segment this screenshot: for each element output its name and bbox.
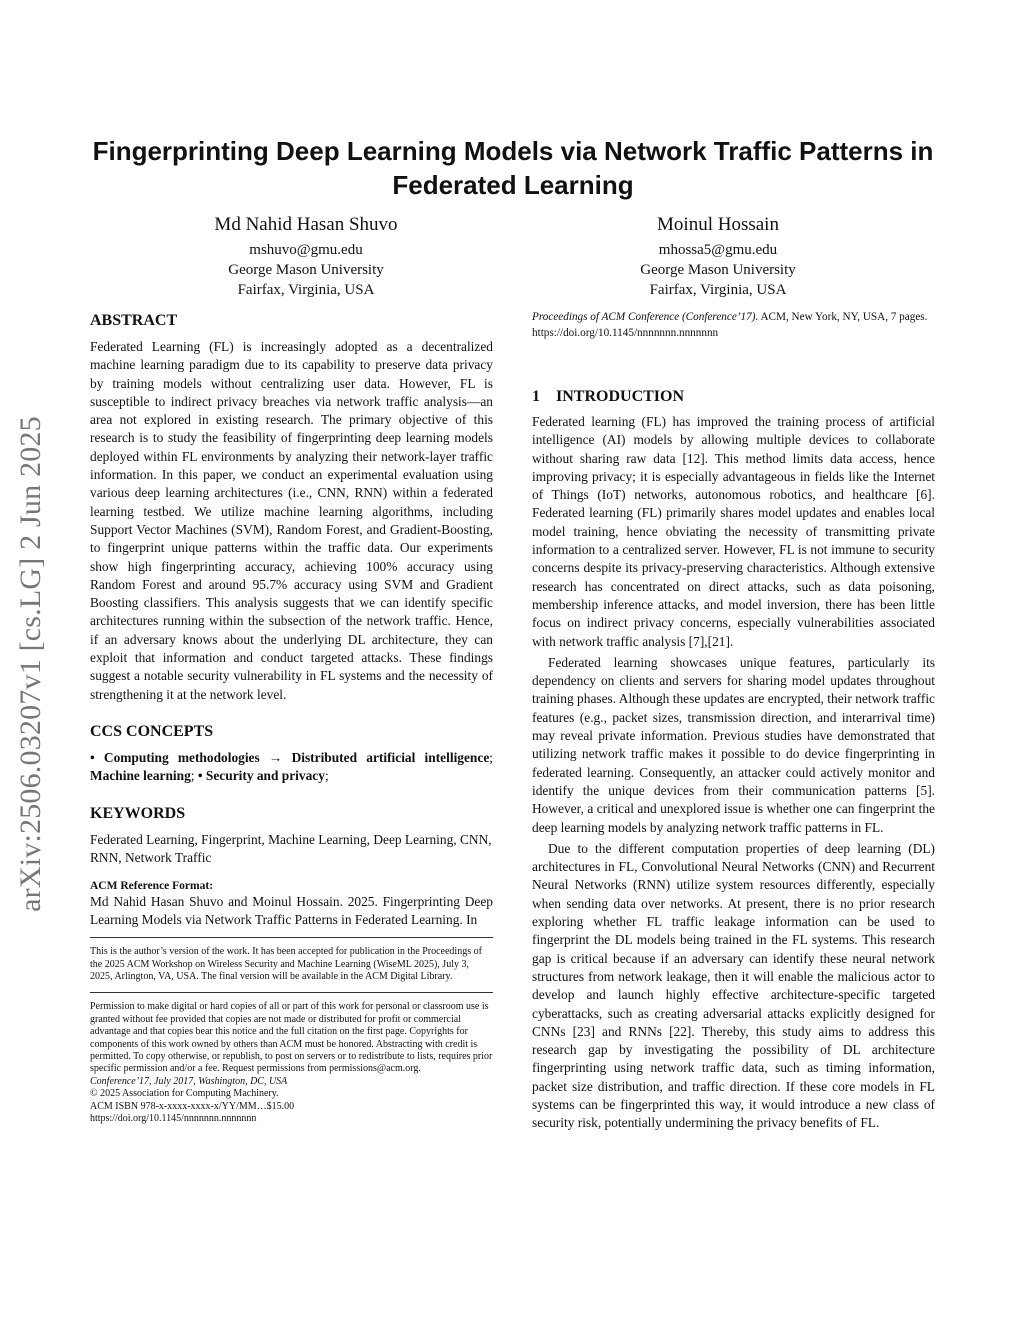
ccs-concepts: • Computing methodologies → Distributed artificial intelligence; Machine learning; • Security and privacy;: [90, 749, 493, 784]
author-email: mshuvo@gmu.edu: [249, 242, 363, 258]
keywords-heading: KEYWORDS: [90, 804, 186, 822]
intro-paragraph-1: Federated learning (FL) has improved the training process of artificial intelligence (AI) models by allowing multiple devices to collaborate without sharing raw data [12]. This method limits data access, hence improving privacy; it is especially advantageous in fields like the Internet of Things (IoT) networks, autonomous robotics, and healthcare [6]. Federated learning (FL) primarily shares model updates and enables local model training, hence obviating the necessity of transmitting private information to a centralized server. However, FL is not immune to security concerns despite its privacy-preserving characteristics. Although extensive research has concentrated on direct attacks, such as data poisoning, membership inference attacks, and model inversion, there has been little focus on indirect privacy concerns, especially vulnerabilities associated with network traffic analysis [7],[21].: [532, 414, 935, 649]
author-block-1: [146, 212, 466, 300]
ccs-item-2: Machine learning: [90, 768, 191, 784]
author-version-note: This is the author’s version of the work. It has been accepted for publication in the Proceedings of the 2025 ACM Workshop on Wireless Security and Machine Learning (WiseML 2025), July 3, 2025, Arlington, VA, USA. The final version will be available in the ACM Digital Library.: [90, 946, 482, 982]
isbn-note: ACM ISBN 978-x-xxxx-xxxx-x/YY/MM…$15.00: [90, 1100, 295, 1112]
intro-heading: 1 INTRODUCTION: [532, 388, 685, 405]
acm-ref-text: Md Nahid Hasan Shuvo and Moinul Hossain. 2025. Fingerprinting Deep Learning Models via Network Traffic Patterns in Federated Learning. In: [90, 894, 493, 927]
author-name: Md Nahid Hasan Shuvo: [214, 214, 398, 235]
author-affiliation: George Mason University: [228, 262, 384, 278]
abstract-heading: ABSTRACT: [90, 312, 178, 329]
arxiv-identifier: arXiv:2506.03207v1 [cs.LG] 2 Jun 2025: [14, 415, 47, 912]
doi-note: https://doi.org/10.1145/nnnnnnn.nnnnnnn: [90, 1113, 257, 1124]
proceedings-line: [532, 310, 935, 341]
permission-note: Permission to make digital or hard copies of all or part of this work for personal or classroom use is granted without fee provided that copies are not made or distributed for profit or commercial advantage and that copies bear this notice and the full citation on the first page. Copyrights for components of this work owned by others than ACM must be honored. Abstracting with credit is permitted. To copy otherwise, or republish, to post on servers or to redistribute to lists, requires prior specific permission and/or a fee. Request permissions from permissions@acm.org.: [90, 1001, 493, 1075]
author-affiliation: George Mason University: [640, 262, 796, 278]
intro-paragraph-2: Federated learning showcases unique features, particularly its dependency on clients and servers for sharing model updates throughout training phases. Although these updates are encrypted, their network traffic features (e.g., packet sizes, transmission direction, and interarrival time) may reveal private information. Previous studies have demonstrated that utilizing network traffic makes it possible to do device fingerprinting in federated learning. Consequently, an attacker could actively monitor and identify the unique devices from their communication patterns [5]. However, a critical and unexplored issue is whether one can fingerprint the deep learning models by analyzing network traffic patterns in FL.: [532, 654, 935, 835]
proceedings-details: ACM, New York, NY, USA, 7 pages. https://doi.org/10.1145/nnnnnnn.nnnnnnn: [532, 311, 928, 339]
conference-note: Conference’17, July 2017, Washington, DC, USA: [90, 1075, 288, 1087]
right-column: [532, 310, 935, 1133]
intro-paragraph-3: Due to the different computation properties of deep learning (DL) architectures in FL, Convolutional Neural Networks (CNN) and Recurrent Neural Networks (RNN) utilize system resources differently, especially when sending data over networks. At present, there is no prior research exploring whether FL traffic leakage information can be used to fingerprint the DL models being trained in the FL systems. This research gap is critical because if an adversary can identify these neural network structures from network leakage, then it will enable the malicious actor to develop and launch highly effective architecture-specific targeted cyberattacks, such as creating adversarial attacks explicitly designed for CNNs [23] and RNNs [22]. Thereby, this study aims to address this research gap by investigating the possibility of DL architecture fingerprinting using network traffic data, such as timing information, packet size distribution, and traffic direction. If these core models in FL systems can be fingerprinted this way, it would introduce a new class of security risk, potentially undermining the privacy benefits of FL.: [532, 840, 935, 1131]
footnote-rule: [90, 992, 493, 993]
copyright-note: © 2025 Association for Computing Machinery.: [90, 1088, 279, 1100]
ccs-sep: ;: [190, 768, 198, 784]
abstract-text: Federated Learning (FL) is increasingly adopted as a decentralized machine learning paradigm due to its capability to preserve data privacy by training models without centralizing user data. However, FL is susceptible to indirect privacy breaches via network traffic analysis—an area not explored in existing research. The primary objective of this research is to study the feasibility of fingerprinting deep learning models deployed within FL environments by analyzing their network-layer traffic information. In this paper, we conduct an experimental evaluation using various deep learning architectures (i.e., CNN, RNN) within a federated learning testbed. We utilize machine learning algorithms, including Support Vector Machines (SVM), Random Forest, and Gradient-Boosting, to fingerprint unique patterns within the traffic data. Our experiments show high fingerprinting accuracy, achieving 100% accuracy using Random Forest and around 95.7% accuracy using SVM and Gradient Boosting classifiers. This analysis suggests that we can identify specific architectures running within the subsection of the network traffic. Hence, if an adversary knows about the underlying DL architecture, they can exploit that information and conduct targeted attacks. These findings suggest a notable security vulnerability in FL systems and the necessity of strengthening it at the network level.: [90, 339, 493, 702]
author-name: Moinul Hossain: [657, 214, 779, 235]
left-column: [90, 310, 493, 1125]
author-block-2: [558, 212, 878, 300]
paper-title: Fingerprinting Deep Learning Models via Network Traffic Patterns in Federated Learning: [92, 136, 934, 200]
ccs-sep: ;: [489, 749, 493, 765]
acm-ref-heading: ACM Reference Format:: [90, 880, 214, 893]
footnote-rule: [90, 937, 493, 938]
ccs-arrow: →: [259, 749, 292, 765]
keywords-text: Federated Learning, Fingerprint, Machine Learning, Deep Learning, CNN, RNN, Network Traffic: [90, 831, 492, 865]
ccs-bullet-2: • Security and privacy: [197, 768, 325, 784]
ccs-heading: CCS CONCEPTS: [90, 722, 214, 740]
author-email: mhossa5@gmu.edu: [658, 242, 778, 258]
arxiv-sidebar: [6, 381, 56, 946]
author-location: Fairfax, Virginia, USA: [237, 282, 375, 298]
proceedings-title: Proceedings of ACM Conference (Conference’17).: [532, 311, 759, 323]
author-location: Fairfax, Virginia, USA: [649, 282, 787, 298]
ccs-item-1: Distributed artificial intelligence: [291, 749, 490, 765]
ccs-bullet-1: • Computing methodologies: [90, 749, 260, 765]
